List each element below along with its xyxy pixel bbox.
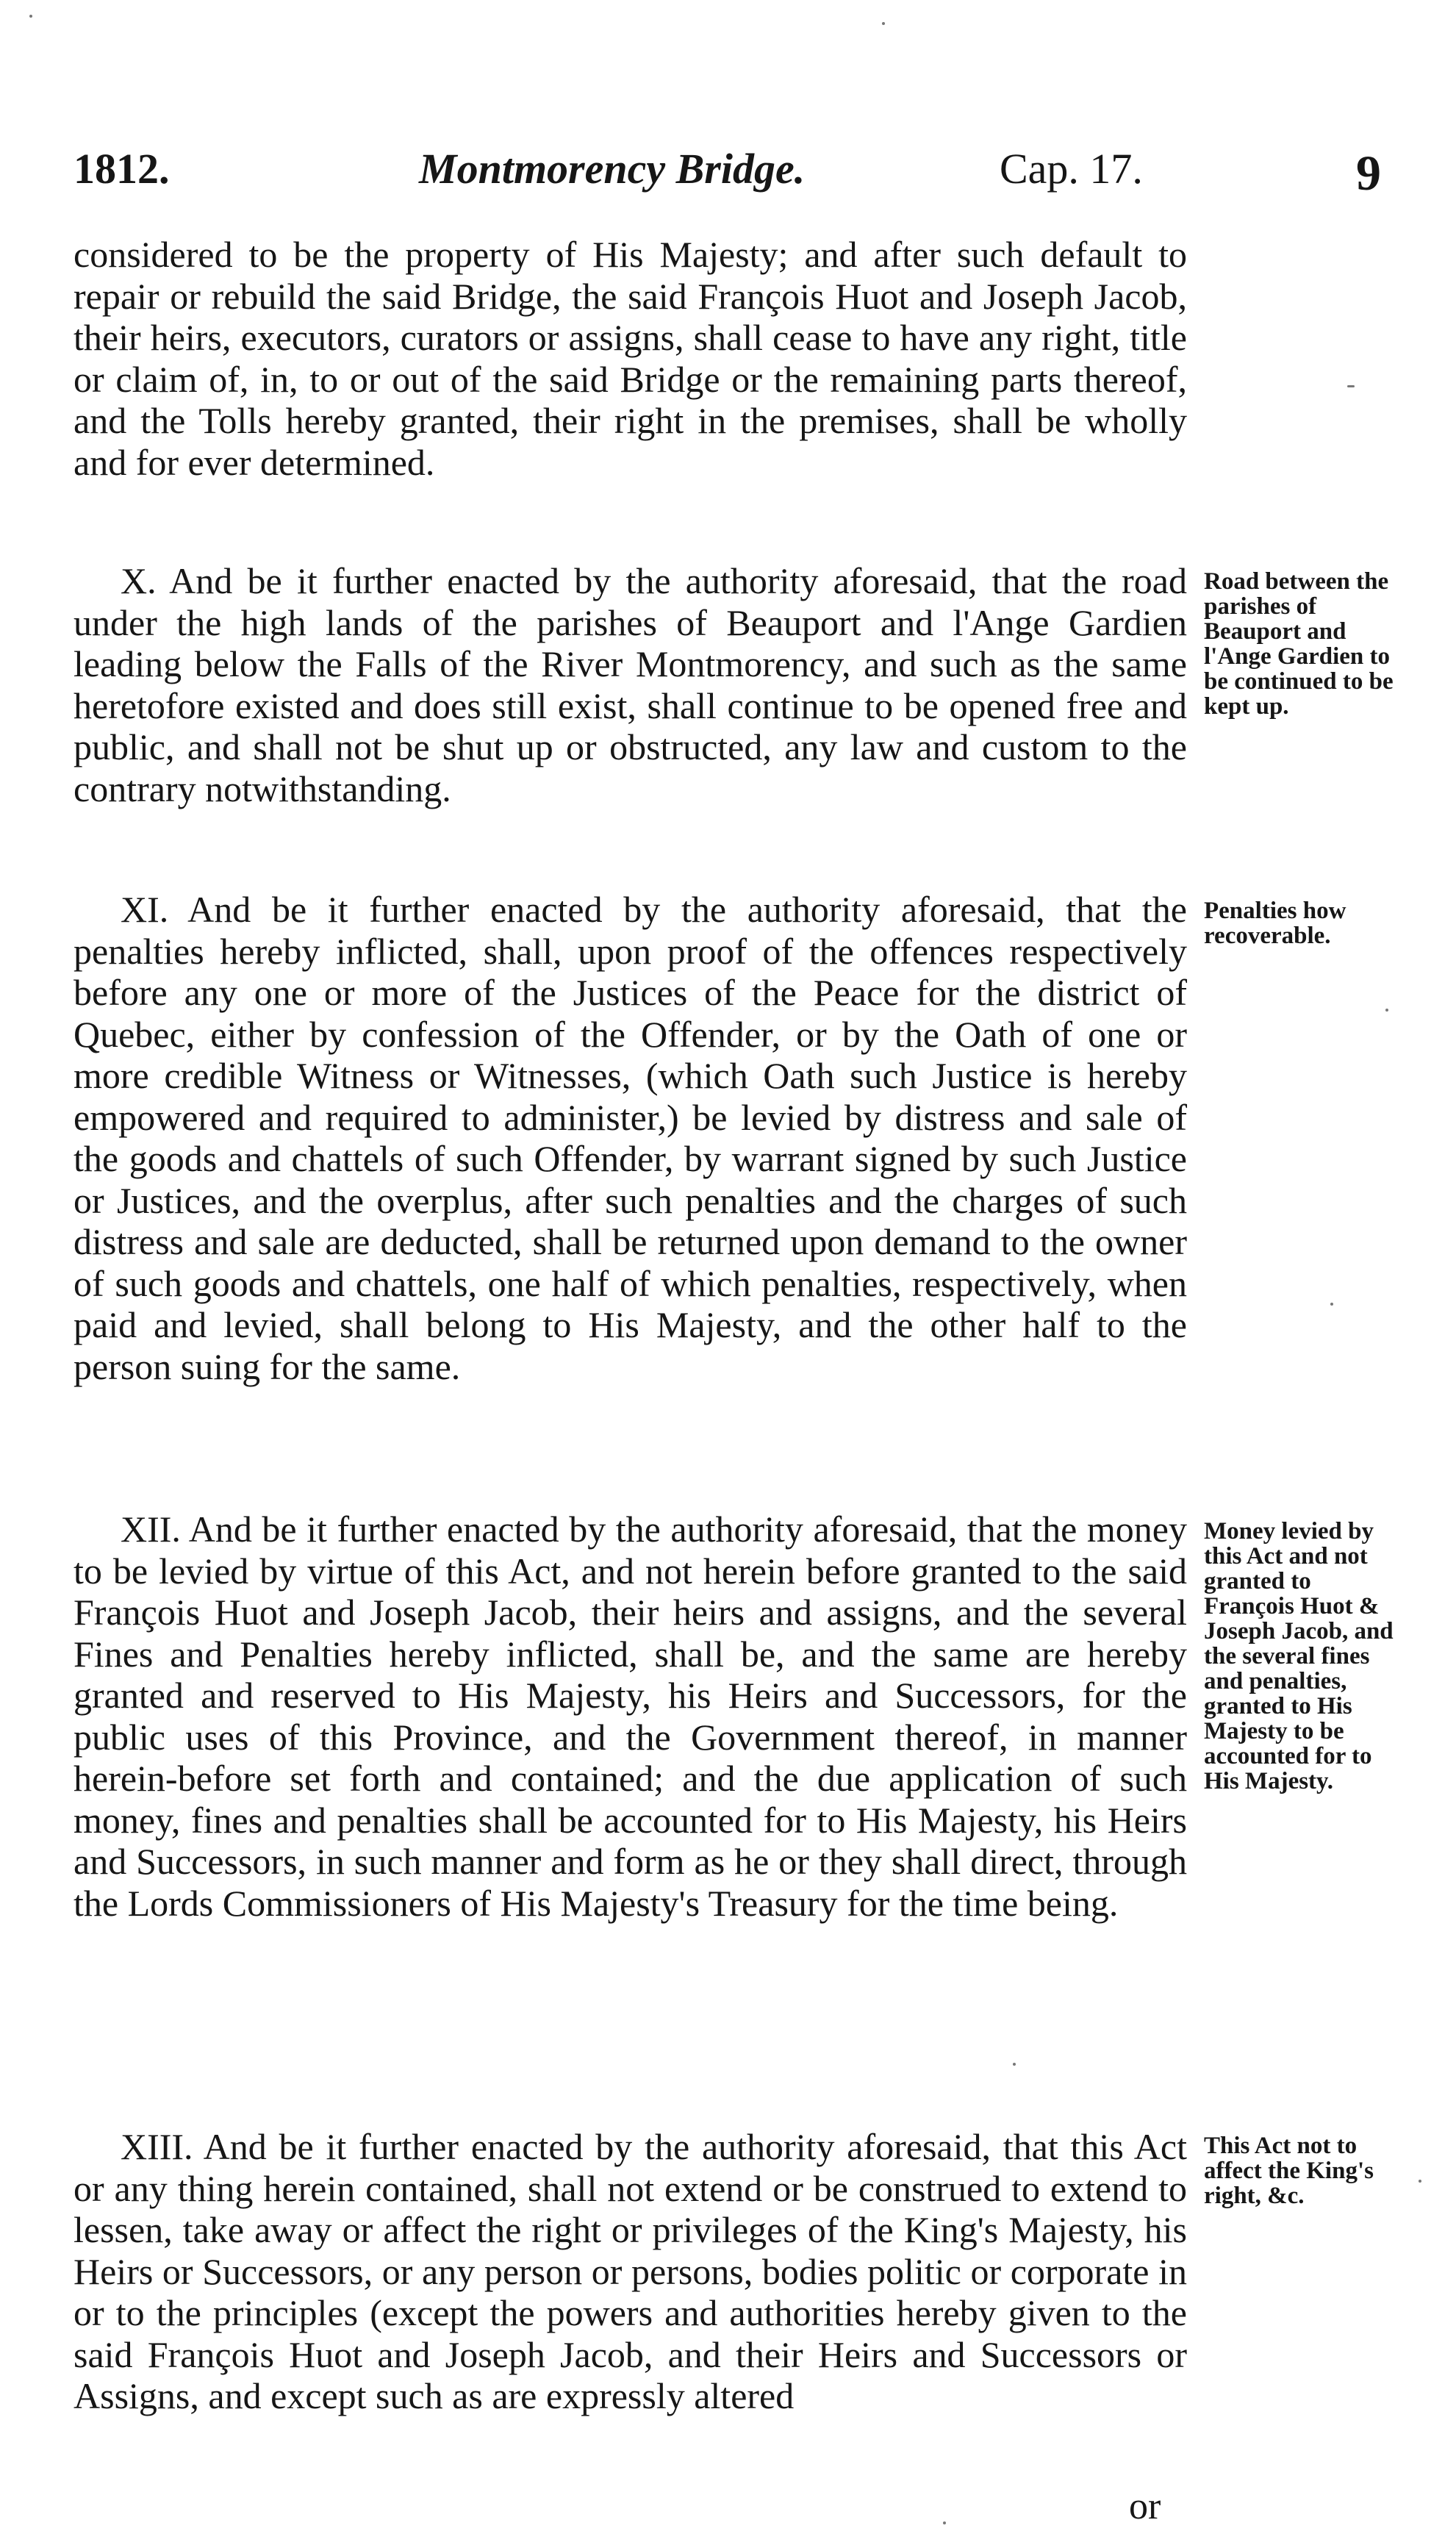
page-number: 9 <box>1356 145 1381 201</box>
section-xi <box>73 889 1187 1387</box>
paragraph-text: And be it further enacted by the authority aforesaid, that the money to be levied by virtue of this Act, and not herein before granted to the said François Huot and Joseph Jacob, their heirs and assigns, and the several Fines and Penalties hereby inflicted, shall be, and the same are hereby granted and reserved to His Majesty, his Heirs and Successors, for the public uses of this Province, and the Government thereof, in manner herein-before set forth and contained; and the due application of such money, fines and penalties shall be accounted for to His Majesty, his Heirs and Successors, in such manner and form as he or they shall direct, through the Lords Commissioners of His Majesty's Treasury for the time being. <box>73 1508 1187 1924</box>
section-number: X. <box>121 560 157 601</box>
scan-speck <box>29 15 32 18</box>
header-chapter: Cap. 17. <box>1000 145 1143 193</box>
paragraph-text: And be it further enacted by the authority aforesaid, that the penalties hereby inflicted, shall, upon proof of the offences respectively before any one or more of the Justices of the Peace for the district of Quebec, either by confession of the Offender, or by the Oath of one or more credible Witness or Witnesses, (which Oath such Justice is hereby empowered and required to administer,) be levied by distress and sale of the goods and chattels of such Offender, by warrant signed by such Justice or Justices, and the overplus, after such penalties and the charges of such distress and sale are deducted, shall be returned upon demand to the owner of such goods and chattels, one half of which penalties, respectively, when paid and levied, shall belong to His Majesty, and the other half to the person suing for the same. <box>73 889 1187 1387</box>
marginal-note-xiii: This Act not to affect the King's right, &c. <box>1204 2133 1374 2209</box>
scan-speck <box>943 2521 946 2524</box>
section-number: XI. <box>121 889 169 930</box>
scan-speck <box>1013 2063 1016 2066</box>
scan-speck <box>882 22 885 25</box>
marginal-note-xii: Money levied by this Act and not granted to François Huot & Joseph Jacob, and the several fines and penalties, granted to His Majesty to be accounted for to His Majesty. <box>1204 1518 1394 1794</box>
marginal-note-x: Road between the parishes of Beauport and l'Ange Gardien to be continued to be kept up. <box>1204 568 1394 720</box>
scan-speck <box>1419 2180 1421 2183</box>
paragraph-text: And be it further enacted by the authority aforesaid, that the road under the high lands of the parishes of Beauport and l'Ange Gardien leading below the Falls of the River Montmorency, and such as the same heretofore existed and does still exist, shall continue to be opened free and public, and shall not be shut up or obstructed, any law and custom to the contrary notwithstanding. <box>73 560 1188 809</box>
section-xiii <box>73 2126 1187 2417</box>
section-number: XII. <box>121 1508 181 1550</box>
paragraph-continuation <box>73 234 1187 483</box>
header-year: 1812. <box>73 145 170 193</box>
header-title: Montmorency Bridge. <box>419 145 806 193</box>
running-header <box>73 144 1411 210</box>
section-number: XIII. <box>121 2126 193 2167</box>
marginal-note-xi: Penalties how recoverable. <box>1204 898 1346 949</box>
paragraph-text: And be it further enacted by the authority aforesaid, that this Act or any thing herein contained, shall not extend or be construed to extend to lessen, take away or affect the right or privileges of the King's Majesty, his Heirs or Successors, or any person or persons, bodies politic or corporate in or to the principles (except the powers and authorities hereby given to the said François Huot and Joseph Jacob, and their Heirs and Successors or Assigns, and except such as are expressly altered <box>73 2126 1187 2416</box>
scan-speck <box>1385 1009 1388 1012</box>
scan-speck <box>1330 1303 1333 1306</box>
section-xii <box>73 1508 1187 1924</box>
catchword: or <box>1129 2485 1161 2527</box>
section-x <box>73 560 1187 809</box>
scan-speck <box>1347 385 1355 387</box>
paragraph-text: considered to be the property of His Majesty; and after such default to repair or rebuild the said Bridge, the said François Huot and Joseph Jacob, their heirs, executors, curators or assigns, shall cease to have any right, title or claim of, in, to or out of the said Bridge or the remaining parts thereof, and the Tolls hereby granted, their right in the premises, shall be wholly and for ever determined. <box>73 234 1187 483</box>
